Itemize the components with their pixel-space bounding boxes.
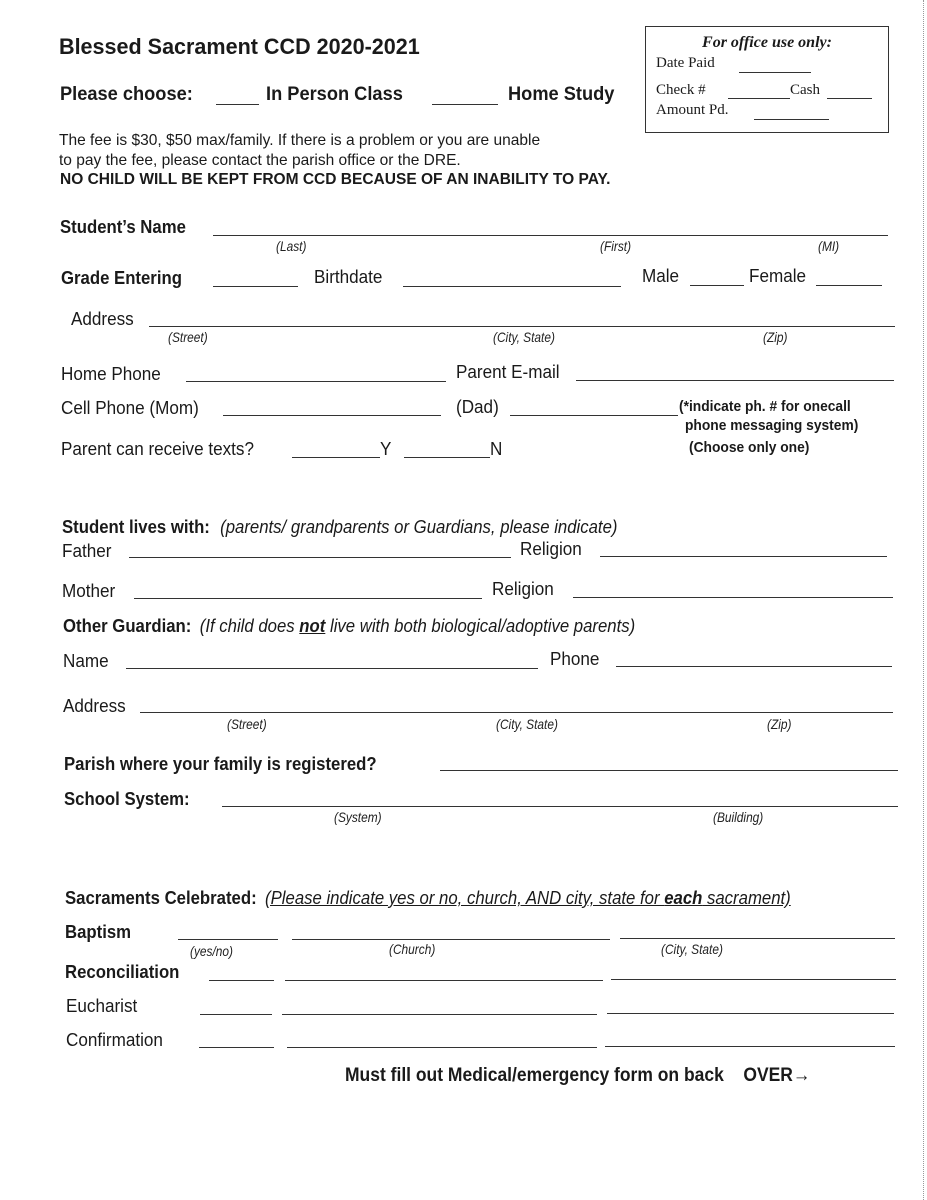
guardian-address-sub-city-state: (City, State) bbox=[496, 716, 558, 732]
fee-text bbox=[59, 131, 540, 171]
school-system-field[interactable] bbox=[222, 806, 898, 807]
scan-edge-line bbox=[923, 0, 924, 1200]
guardian-heading: Other Guardian: bbox=[63, 616, 192, 636]
student-name-field[interactable] bbox=[213, 235, 888, 236]
grade-entering-label: Grade Entering bbox=[61, 268, 182, 288]
sacraments-hint-post: sacrament) bbox=[702, 888, 791, 908]
female-label: Female bbox=[749, 266, 807, 286]
guardian-address-label: Address bbox=[63, 696, 126, 716]
parish-field[interactable] bbox=[440, 770, 898, 771]
home-phone-field[interactable] bbox=[186, 381, 446, 382]
cash-blank[interactable] bbox=[827, 98, 872, 99]
guardian-hint-pre: (If child does bbox=[199, 616, 300, 636]
confirmation-city-state-field[interactable] bbox=[605, 1046, 895, 1047]
confirmation-church-field[interactable] bbox=[287, 1047, 597, 1048]
date-paid-label: Date Paid bbox=[656, 55, 715, 71]
father-religion-label: Religion bbox=[520, 539, 582, 559]
student-name-label: Student’s Name bbox=[60, 217, 186, 237]
date-paid-blank[interactable] bbox=[739, 72, 811, 73]
no-child-notice: NO CHILD WILL BE KEPT FROM CCD BECAUSE OF AN INABILITY TO PAY. bbox=[60, 171, 611, 188]
fee-line-1: The fee is $30, $50 max/family. If there is a problem or you are unable bbox=[59, 132, 541, 149]
grade-entering-field[interactable] bbox=[213, 286, 298, 287]
texts-label: Parent can receive texts? bbox=[61, 439, 254, 459]
amount-paid-blank[interactable] bbox=[754, 119, 829, 120]
medical-form-note: Must fill out Medical/emergency form on back bbox=[345, 1065, 724, 1086]
student-address-label: Address bbox=[71, 309, 134, 329]
form-title: Blessed Sacrament CCD 2020-2021 bbox=[59, 34, 420, 59]
guardian-phone-label: Phone bbox=[550, 649, 600, 669]
sacrament-eucharist-label: Eucharist bbox=[66, 996, 138, 1016]
sacrament-sub-city-state: (City, State) bbox=[661, 941, 723, 957]
father-religion-field[interactable] bbox=[600, 556, 887, 557]
male-label: Male bbox=[642, 266, 680, 286]
reconciliation-yes-no-field[interactable] bbox=[209, 980, 274, 981]
guardian-hint-emph: not bbox=[299, 616, 326, 636]
student-address-field[interactable] bbox=[149, 326, 895, 327]
address-sub-zip: (Zip) bbox=[763, 329, 788, 345]
lives-with-hint: (parents/ grandparents or Guardians, please indicate) bbox=[220, 517, 618, 537]
sacrament-sub-church: (Church) bbox=[389, 941, 436, 957]
female-field[interactable] bbox=[816, 285, 882, 286]
choose-only-one-note: (Choose only one) bbox=[689, 439, 810, 456]
school-system-label: School System: bbox=[64, 789, 190, 809]
texts-yes-label: Y bbox=[380, 439, 392, 459]
parent-email-label: Parent E-mail bbox=[456, 362, 560, 382]
guardian-phone-field[interactable] bbox=[616, 666, 892, 667]
parent-email-field[interactable] bbox=[576, 380, 894, 381]
home-phone-label: Home Phone bbox=[61, 364, 161, 384]
choose-label: Please choose: bbox=[60, 84, 193, 105]
texts-no-label: N bbox=[490, 439, 503, 459]
lives-with-heading-row bbox=[62, 517, 617, 538]
address-sub-street: (Street) bbox=[168, 329, 208, 345]
option-in-person-label: In Person Class bbox=[266, 84, 403, 105]
lives-with-heading: Student lives with: bbox=[62, 517, 210, 537]
sacraments-heading: Sacraments Celebrated: bbox=[65, 888, 257, 908]
baptism-yes-no-field[interactable] bbox=[178, 939, 278, 940]
eucharist-yes-no-field[interactable] bbox=[200, 1014, 272, 1015]
sacrament-reconciliation-label: Reconciliation bbox=[65, 962, 180, 982]
father-label: Father bbox=[62, 541, 112, 561]
school-sub-building: (Building) bbox=[713, 809, 764, 825]
birthdate-label: Birthdate bbox=[314, 267, 383, 287]
office-use-heading: For office use only: bbox=[702, 34, 832, 51]
sacraments-hint-emph: each bbox=[664, 888, 703, 908]
baptism-city-state-field[interactable] bbox=[620, 938, 895, 939]
onecall-note-line-2: phone messaging system) bbox=[685, 417, 859, 434]
texts-no-field[interactable] bbox=[404, 457, 490, 458]
cell-phone-dad-field[interactable] bbox=[510, 415, 678, 416]
guardian-address-field[interactable] bbox=[140, 712, 893, 713]
reconciliation-city-state-field[interactable] bbox=[611, 979, 896, 980]
father-field[interactable] bbox=[129, 557, 511, 558]
cell-phone-mom-field[interactable] bbox=[223, 415, 441, 416]
sacraments-hint-pre: (Please indicate yes or no, church, AND city, state for bbox=[265, 888, 665, 908]
check-label: Check # bbox=[656, 82, 706, 98]
guardian-address-sub-street: (Street) bbox=[227, 716, 267, 732]
office-use-box bbox=[645, 26, 889, 133]
guardian-address-sub-zip: (Zip) bbox=[767, 716, 792, 732]
male-field[interactable] bbox=[690, 285, 744, 286]
sacraments-heading-row bbox=[65, 888, 791, 909]
guardian-heading-row bbox=[63, 616, 635, 637]
eucharist-city-state-field[interactable] bbox=[607, 1013, 894, 1014]
cell-phone-mom-label: Cell Phone (Mom) bbox=[61, 398, 199, 418]
confirmation-yes-no-field[interactable] bbox=[199, 1047, 274, 1048]
texts-yes-field[interactable] bbox=[292, 457, 380, 458]
guardian-hint-post: live with both biological/adoptive parents) bbox=[325, 616, 636, 636]
mother-religion-label: Religion bbox=[492, 579, 554, 599]
onecall-note-line-1: (*indicate ph. # for onecall bbox=[679, 398, 851, 415]
sacrament-baptism-label: Baptism bbox=[65, 922, 132, 942]
cash-label: Cash bbox=[790, 82, 820, 98]
name-sub-mi: (MI) bbox=[818, 238, 840, 254]
sacrament-sub-yes-no: (yes/no) bbox=[190, 943, 233, 959]
eucharist-church-field[interactable] bbox=[282, 1014, 597, 1015]
school-sub-system: (System) bbox=[334, 809, 382, 825]
home-study-blank[interactable] bbox=[432, 104, 498, 105]
sacrament-confirmation-label: Confirmation bbox=[66, 1030, 163, 1050]
amount-paid-label: Amount Pd. bbox=[656, 102, 729, 118]
name-sub-last: (Last) bbox=[276, 238, 307, 254]
option-home-study-label: Home Study bbox=[508, 84, 615, 105]
cell-phone-dad-label: (Dad) bbox=[456, 397, 499, 417]
reconciliation-church-field[interactable] bbox=[285, 980, 603, 981]
mother-religion-field[interactable] bbox=[573, 597, 893, 598]
birthdate-field[interactable] bbox=[403, 286, 621, 287]
mother-field[interactable] bbox=[134, 598, 482, 599]
address-sub-city-state: (City, State) bbox=[493, 329, 555, 345]
over-label: OVER→ bbox=[743, 1065, 811, 1086]
check-blank[interactable] bbox=[728, 98, 790, 99]
guardian-name-field[interactable] bbox=[126, 668, 538, 669]
in-person-blank[interactable] bbox=[216, 104, 259, 105]
fee-line-2: to pay the fee, please contact the parish office or the DRE. bbox=[59, 152, 461, 169]
parish-label: Parish where your family is registered? bbox=[64, 754, 377, 774]
footer-row bbox=[345, 1065, 810, 1087]
guardian-name-label: Name bbox=[63, 651, 109, 671]
name-sub-first: (First) bbox=[600, 238, 632, 254]
mother-label: Mother bbox=[62, 581, 116, 601]
baptism-church-field[interactable] bbox=[292, 939, 610, 940]
